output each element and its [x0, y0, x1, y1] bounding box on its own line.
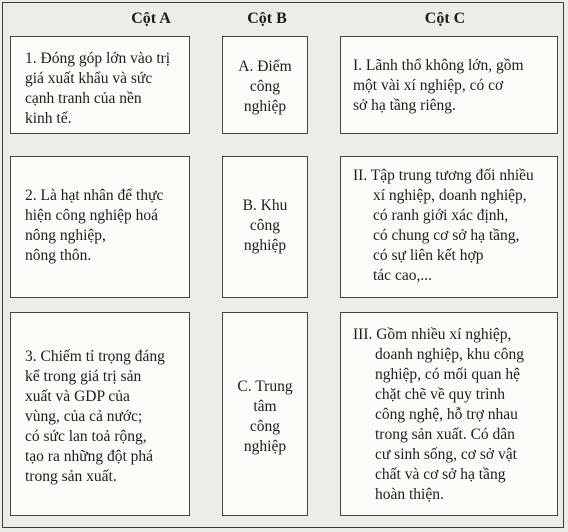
- col-a-item-1: [10, 36, 190, 134]
- col-c-item-iii: [340, 312, 558, 516]
- col-c-item-i-text: I. Lãnh thổ không lớn, gồm một vài xí nghiệp, có cơ sở hạ tầng riêng.: [353, 57, 524, 114]
- col-a-item-3: [10, 312, 190, 516]
- col-b-item-a: [222, 36, 308, 134]
- col-a-item-2: [10, 156, 190, 298]
- col-a-item-3-text: 3. Chiếm tỉ trọng đáng kể trong giá trị sản xuất và GDP của vùng, của cả nước; có sức lan toả rộng, tạo ra những đột phá trong sản xuất.: [25, 348, 165, 485]
- header-col-c: Cột C: [424, 10, 466, 27]
- col-b-item-b: [222, 156, 308, 298]
- col-a-item-1-text: 1. Đóng góp lớn vào trị giá xuất khẩu và sức cạnh tranh của nền kinh tế.: [25, 50, 171, 127]
- col-b-item-c: [222, 312, 308, 516]
- header-col-a: Cột A: [131, 10, 171, 27]
- col-b-item-c-text: C. Trung tâm công nghiệp: [237, 378, 293, 455]
- col-c-item-iii-text: III. Gồm nhiều xí nghiệp, doanh nghiệp, khu công nghiệp, có mối quan hệ chặt chẽ về quy trình công nghệ, hỗ trợ nhau trong sản xuất. Có dân cư sinh sống, cơ sở vật chất và cơ sở hạ tầng hoàn thiện.: [353, 326, 524, 503]
- col-b-item-a-text: A. Điểm công nghiệp: [238, 58, 292, 115]
- col-b-item-b-text: B. Khu công nghiệp: [242, 197, 288, 254]
- col-c-item-ii-text: II. Tập trung tương đối nhiều xí nghiệp, doanh nghiệp, có ranh giới xác định, có chung cơ sở hạ tầng, có sự liên kết hợp tác cao,...: [353, 167, 534, 284]
- col-c-item-ii: [340, 156, 558, 298]
- col-c-item-i: [340, 36, 558, 134]
- header-col-b: Cột B: [247, 10, 287, 27]
- col-a-item-2-text: 2. Là hạt nhân để thực hiện công nghiệp hoá nông nghiệp, nông thôn.: [25, 187, 164, 264]
